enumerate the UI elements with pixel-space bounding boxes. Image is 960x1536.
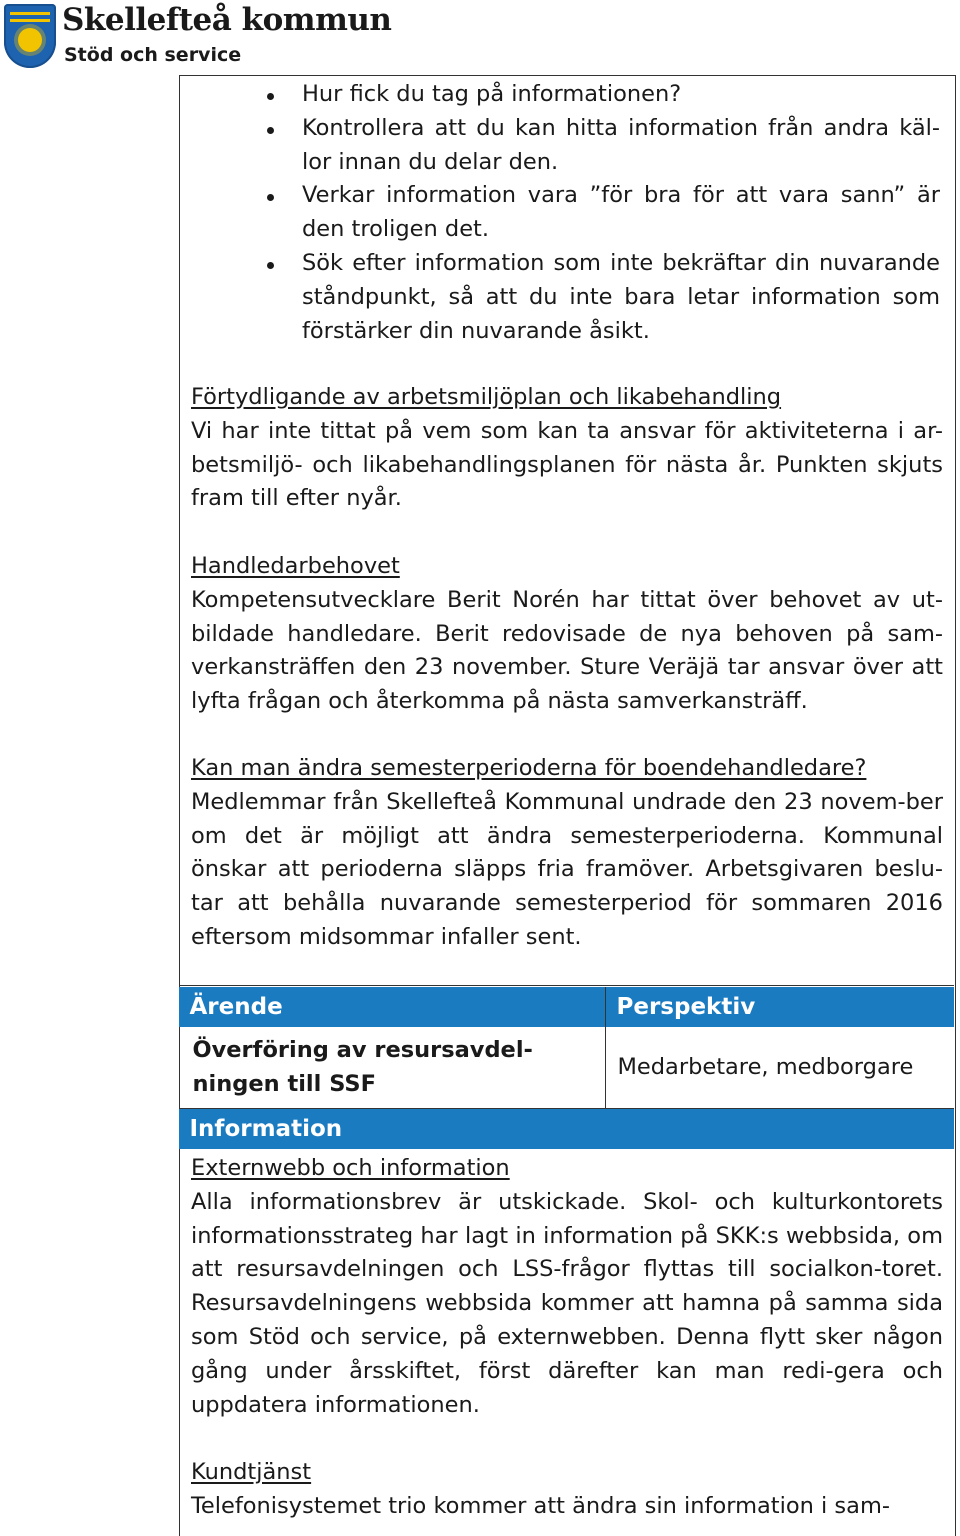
bullet-icon [267,93,274,100]
section-kundtjanst [191,1456,943,1524]
section-handledarbehovet [191,550,943,719]
skelleftea-coat-of-arms-icon [4,4,56,68]
list-item: Sök efter information som inte bekräftar din nuvarande ståndpunkt, så att du inte bara letar information som förstärker din nuvarande åsikt. [180,247,940,348]
list-item: Verkar information vara ”för bra för att vara sann” är den troligen det. [180,179,940,247]
bullet-list [180,78,940,348]
section-text: Medlemmar från Skellefteå Kommunal undrade den 23 novem-ber om det är möjligt att ändra semesterperioderna. Kommunal önskar att perioderna släpps fria framöver. Arbetsgivaren beslu-tar att behålla nuvarande semesterperiod för sommaren 2016 eftersom midsommar infaller sent. [191,788,943,950]
col-header-perspektiv: Perspektiv [606,987,954,1027]
section-semesterperioder [191,752,943,955]
bullet-icon [267,262,274,269]
divider [179,985,954,986]
bullet-icon [267,127,274,134]
section-heading: Förtydligande av arbetsmiljöplan och likabehandling [191,384,782,410]
section-text: Alla informationsbrev är utskickade. Skol- och kulturkontorets informationsstrateg har lagt in information på SKK:s webbsida, om att resursavdelningen och LSS-frågor flyttas till socialkon-toret. Resursavdelningens webbsida kommer att hamna på samma sida som Stöd och service, på externwebben. Denna flytt sker någon gång under årsskiftet, först därefter kan man redi-gera och uppdatera informationen. [191,1188,943,1418]
arende-table [179,987,954,1109]
section-arbetsmiljoplan [191,381,943,516]
table-row [179,1027,954,1109]
arende-cell: Överföring av resursavdel-ningen till SSF [179,1027,606,1108]
perspektiv-value: Medarbetare, medborgare [617,1053,914,1080]
list-item: Kontrollera att du kan hitta information från andra käl-lor innan du delar den. [180,112,940,180]
page-header [4,4,424,72]
table-header-row [179,987,954,1027]
list-item: Hur fick du tag på informationen? [180,78,940,112]
org-name: Skellefteå kommun [62,2,392,38]
section-text: Vi har inte tittat på vem som kan ta ansvar för aktiviteterna i ar-betsmiljö- och likabehandlingsplanen för nästa år. Punkten skjuts fram till efter nyår. [191,417,943,512]
section-heading: Handledarbehovet [191,553,400,579]
section-text: Telefonisystemet trio kommer att ändra sin information i sam- [191,1492,890,1519]
information-header: Information [179,1109,954,1149]
bullet-icon [267,194,274,201]
section-heading: Kundtjänst [191,1459,312,1485]
document-frame [179,75,956,1536]
perspektiv-cell [606,1027,954,1108]
section-text: Kompetensutvecklare Berit Norén har tittat över behovet av ut-bildade handledare. Berit redovisade de nya behoven på sam-verkansträffen den 23 november. Sture Veräjä tar ansvar över att lyfta frågan och återkomma på nästa samverkansträff. [191,586,943,715]
org-subtitle: Stöd och service [64,44,242,66]
section-heading: Kan man ändra semesterperioderna för boendehandledare? [191,755,867,781]
section-externwebb [191,1152,943,1422]
section-heading: Externwebb och information [191,1155,510,1181]
col-header-arende: Ärende [179,987,606,1027]
